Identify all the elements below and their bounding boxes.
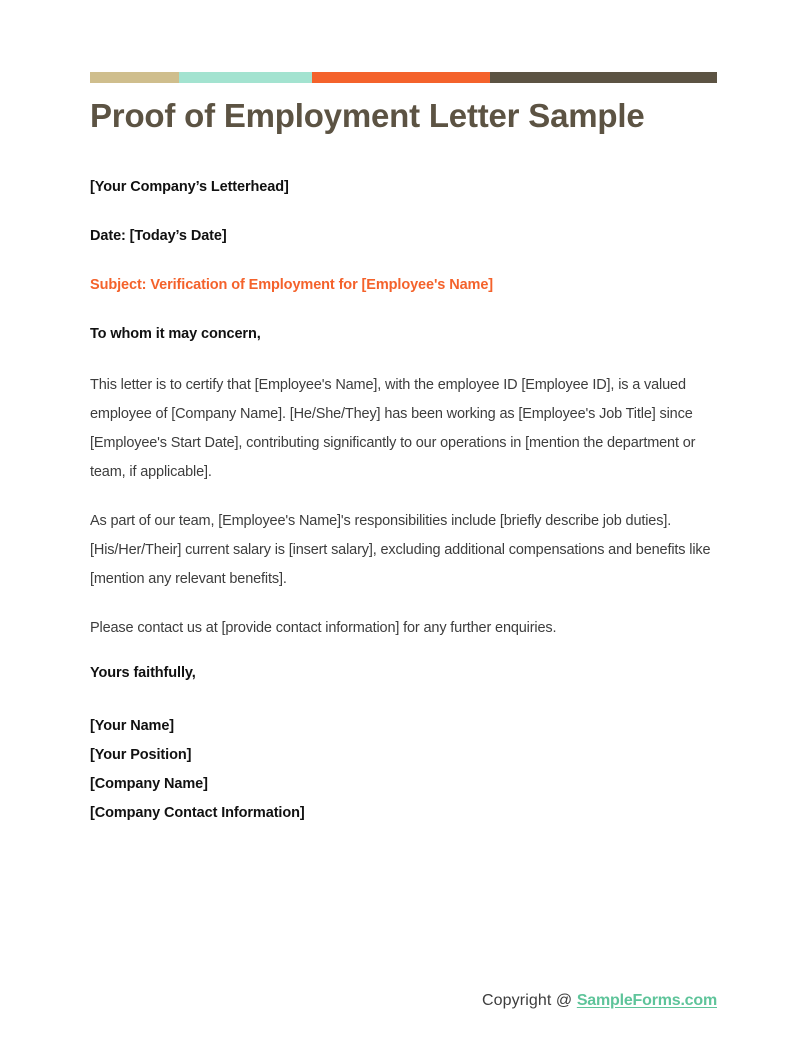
salutation: To whom it may concern, bbox=[90, 326, 261, 342]
color-bar-segment-khaki bbox=[90, 72, 179, 83]
closing-line: Yours faithfully, bbox=[90, 665, 196, 681]
signature-line-contact: [Company Contact Information] bbox=[90, 805, 305, 821]
letterhead-line: [Your Company’s Letterhead] bbox=[90, 179, 289, 195]
letter-content bbox=[90, 72, 718, 828]
body-paragraph-1: This letter is to certify that [Employee's Name], with the employee ID [Employee ID], is a valued employee of [Company Name]. [He/She/They] has been working as [Employee's Job Title] since [Employee's Start Date], contributing significantly to our operations in [mention the department or team, if applicable]. bbox=[90, 377, 696, 480]
signature-block bbox=[90, 712, 718, 828]
color-bar-segment-olive bbox=[490, 72, 717, 83]
body-paragraph-2: As part of our team, [Employee's Name]'s responsibilities include [briefly describe job duties]. [His/Her/Their] current salary is [insert salary], excluding additional compensations and benefits like [mention any relevant benefits]. bbox=[90, 513, 711, 587]
color-bar-segment-mint bbox=[179, 72, 312, 83]
sampleforms-link[interactable]: SampleForms.com bbox=[576, 992, 717, 1009]
page-title: Proof of Employment Letter Sample bbox=[90, 97, 645, 134]
date-line: Date: [Today’s Date] bbox=[90, 228, 227, 244]
signature-line-position: [Your Position] bbox=[90, 747, 192, 763]
header-color-bar bbox=[90, 72, 717, 83]
body-paragraph-3: Please contact us at [provide contact information] for any further enquiries. bbox=[90, 620, 557, 636]
subject-line: Subject: Verification of Employment for [Employee's Name] bbox=[90, 277, 494, 293]
color-bar-segment-orange bbox=[312, 72, 490, 83]
signature-line-name: [Your Name] bbox=[90, 718, 175, 734]
signature-line-company: [Company Name] bbox=[90, 776, 208, 792]
footer bbox=[90, 990, 717, 1012]
copyright-text: Copyright @ bbox=[482, 992, 577, 1009]
